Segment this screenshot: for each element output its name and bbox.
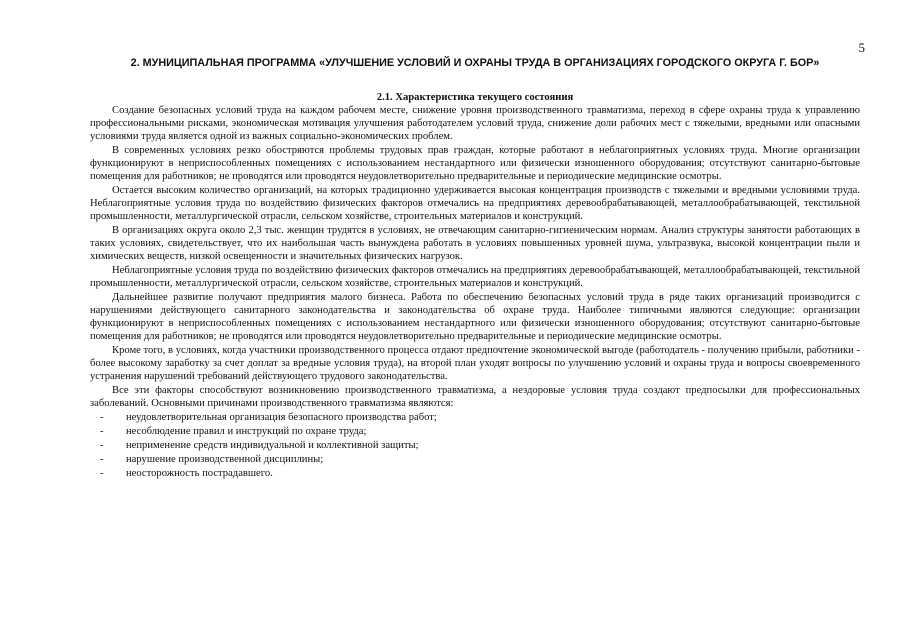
paragraph: Дальнейшее развитие получают предприятия малого бизнеса. Работа по обеспечению безопасных условий труда в ряде таких организаций производится с нарушениями действующего санитарного законодательства и законодательства об охране труда. Наиболее типичными являются следующие: организации функционируют в неприспособленных помещениях с использованием нестандартного или физически изношенного оборудования; отсутствуют санитарно-бытовые помещения для работников; не проводятся или проводятся неудовлетворительно предварительные и периодические медицинские осмотры. xyxy=(90,292,860,342)
list-item-text: неудовлетворительная организация безопасного производства работ; xyxy=(126,412,437,423)
paragraph: Остается высоким количество организаций, на которых традиционно удерживается высокая концентрация производств с тяжелыми и вредными условиями труда. Неблагоприятные условия труда по воздействию физических факторов отмечались на предприятиях деревообрабатывающей, металлообрабатывающей, текстильной промышленности, металлургической отрасли, сельском хозяйстве, строительных материалов и конструкций. xyxy=(90,185,860,222)
paragraph: В современных условиях резко обостряются проблемы трудовых прав граждан, которые работают в неблагоприятных условиях труда. Многие организации функционируют в неприспособленных помещениях с использованием нестандартного или физически изношенного оборудования; отсутствуют санитарно-бытовые помещения для работников; не проводятся или проводятся неудовлетворительно предварительные и периодические медицинские осмотры. xyxy=(90,145,860,182)
bullet-marker: - xyxy=(100,440,104,451)
list-item-text: нарушение производственной дисциплины; xyxy=(126,454,324,465)
list-item xyxy=(90,411,860,425)
paragraph: Создание безопасных условий труда на каждом рабочем месте, снижение уровня производственного травматизма, переход в сфере охраны труда к управлению профессиональными рисками, экономическая мотивация улучшения работодателем условий труда, снижение доли рабочих мест с тяжелыми, вредными или опасными условиями труда является одной из важных социально-экономических проблем. xyxy=(90,105,860,142)
bullet-marker: - xyxy=(100,468,104,479)
paragraph: Все эти факторы способствуют возникновению производственного травматизма, а нездоровые условия труда создают предпосылки для профессиональных заболеваний. Основными причинами производственного травматизма являются: xyxy=(90,385,860,409)
list-item-text: несоблюдение правил и инструкций по охране труда; xyxy=(126,426,367,437)
bullet-marker: - xyxy=(100,454,104,465)
list-item-text: неосторожность пострадавшего. xyxy=(126,468,273,479)
list-item xyxy=(90,439,860,453)
document-body xyxy=(90,56,860,481)
document-title: 2. МУНИЦИПАЛЬНАЯ ПРОГРАММА «УЛУЧШЕНИЕ УСЛОВИЙ И ОХРАНЫ ТРУДА В ОРГАНИЗАЦИЯХ ГОРОДСКОГО ОКРУГА Г. БОР» xyxy=(130,57,820,69)
causes-list xyxy=(90,411,860,481)
section-title: 2.1. Характеристика текущего состояния xyxy=(376,92,574,103)
bullet-marker: - xyxy=(100,412,104,423)
list-item-text: неприменение средств индивидуальной и коллективной защиты; xyxy=(126,440,419,451)
list-item xyxy=(90,467,860,481)
page-number: 5 xyxy=(858,40,865,55)
list-item xyxy=(90,453,860,467)
paragraph: Неблагоприятные условия труда по воздействию физических факторов отмечались на предприятиях деревообрабатывающей, металлообрабатывающей, текстильной промышленности, металлургической отрасли, сельском хозяйстве, строительных материалов и конструкций. xyxy=(90,265,860,289)
bullet-marker: - xyxy=(100,426,104,437)
list-item xyxy=(90,425,860,439)
paragraph: Кроме того, в условиях, когда участники производственного процесса отдают предпочтение экономической выгоде (работодатель - получению прибыли, работники - более высокому заработку за счет доплат за вредные условия труда), на второй план уходят вопросы по улучшению условий и охраны труда и вопросы своевременного устранения нарушений требований действующего трудового законодательства. xyxy=(90,345,860,382)
paragraph: В организациях округа около 2,3 тыс. женщин трудятся в условиях, не отвечающим санитарно-гигиеническим нормам. Анализ структуры занятости работающих в таких условиях, свидетельствует, что их наибольшая часть вынуждена работать в условиях повышенных уровней шума, ультразвука, высокой концентрации пыли и химических веществ, низкой освещенности и значительных физических нагрузок. xyxy=(90,225,860,262)
